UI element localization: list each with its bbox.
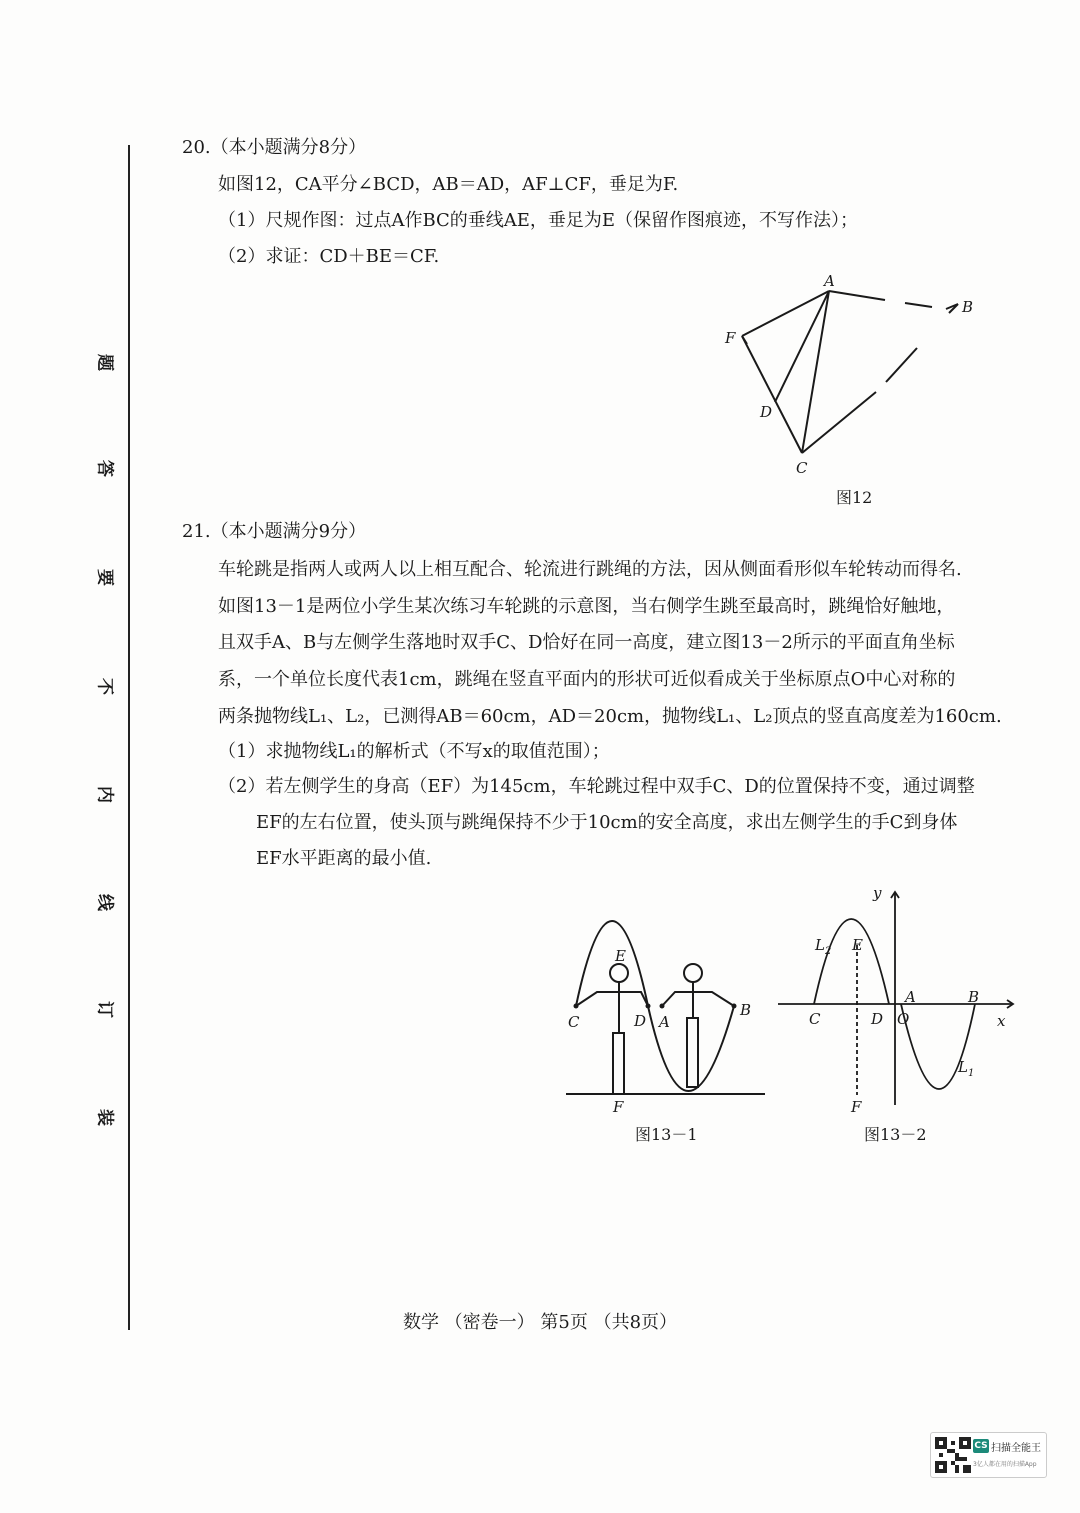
q21-line: 两条抛物线L₁、L₂，已测得AB＝60cm，AD＝20cm，抛物线L₁、L₂顶点的竖直高度差为160cm.: [218, 706, 1002, 727]
curve-l1: [901, 1004, 975, 1089]
label-y: y: [873, 884, 882, 902]
left-student-arms: [576, 992, 648, 1006]
q20-part1: （1）尺规作图：过点A作BC的垂线AE，垂足为E（保留作图痕迹，不写作法）；: [218, 210, 859, 231]
binding-char: 装: [94, 1109, 115, 1126]
label-a: A: [824, 272, 835, 290]
label-o: O: [897, 1010, 910, 1028]
binding-char: 内: [94, 786, 115, 803]
binding-char: 线: [94, 894, 115, 911]
label-b: B: [740, 1001, 752, 1019]
figure-13-1-caption: 图13－1: [635, 1125, 698, 1144]
q21-header: 21.（本小题满分9分）: [182, 521, 367, 542]
scanner-watermark: [930, 1432, 1047, 1478]
page-footer: 数学 （密卷一） 第5页 （共8页）: [402, 1312, 678, 1333]
segment-ab-solid: [829, 291, 885, 300]
label-b: B: [968, 988, 980, 1006]
label-e: E: [852, 936, 863, 954]
scanner-name: 扫描全能王: [991, 1443, 1041, 1454]
segment-ac: [802, 291, 829, 453]
right-student-arms: [662, 992, 734, 1006]
segment-ab-dash: [905, 303, 932, 307]
label-c: C: [796, 459, 808, 477]
label-a: A: [659, 1013, 670, 1031]
binding-char: 订: [94, 1001, 115, 1018]
segment-fc: [742, 336, 802, 453]
label-b: B: [962, 298, 974, 316]
q20-stem: 如图12，CA平分∠BCD，AB＝AD，AF⊥CF，垂足为F.: [218, 174, 679, 195]
scanner-tagline: 3亿人都在用的扫描App: [973, 1461, 1037, 1468]
label-c: C: [568, 1013, 580, 1031]
binding-line: [128, 145, 130, 1330]
q21-part2-line: EF水平距离的最小值.: [256, 848, 432, 869]
binding-char: 答: [94, 460, 115, 477]
q21-line: 车轮跳是指两人或两人以上相互配合、轮流进行跳绳的方法，因从侧面看形似车轮转动而得名.: [218, 559, 962, 580]
scanner-logo: CS: [974, 1441, 988, 1451]
label-f: F: [613, 1098, 624, 1115]
qr-code-icon: [935, 1437, 971, 1473]
left-student-head: [610, 964, 628, 982]
binding-char: 不: [94, 678, 115, 695]
label-l2: $L_2$: [815, 936, 832, 957]
curve-l2: [814, 919, 889, 1004]
figure-13-2: [775, 880, 1020, 1115]
label-f: F: [725, 329, 736, 347]
binding-char: 题: [94, 354, 115, 371]
q20-part2: （2）求证：CD＋BE＝CF.: [218, 246, 440, 267]
figure-13-2-caption: 图13－2: [864, 1125, 927, 1144]
q21-line: 如图13－1是两位小学生某次练习车轮跳的示意图，当右侧学生跳至最高时，跳绳恰好触地，: [218, 596, 955, 617]
figure-13-1: [560, 900, 775, 1115]
label-e: E: [615, 947, 626, 965]
rope-upper: [576, 921, 648, 1006]
label-d: D: [760, 403, 773, 421]
label-x: x: [997, 1012, 1006, 1030]
figure-12: [700, 270, 1000, 510]
q20-header: 20.（本小题满分8分）: [182, 137, 367, 158]
label-a: A: [905, 988, 916, 1006]
q21-part2-line: （2）若左侧学生的身高（EF）为145cm，车轮跳过程中双手C、D的位置保持不变，通过调整: [218, 776, 975, 797]
right-student-head: [684, 964, 702, 982]
label-c: C: [809, 1010, 821, 1028]
segment-ad: [775, 291, 829, 402]
q21-part2-line: EF的左右位置，使头顶与跳绳保持不少于10cm的安全高度，求出左侧学生的手C到身体: [256, 812, 958, 833]
binding-char: 要: [94, 569, 115, 586]
q21-line: 系，一个单位长度代表1cm，跳绳在竖直平面内的形状可近似看成关于坐标原点O中心对称的: [218, 669, 956, 690]
right-student-legs: [687, 1018, 698, 1087]
label-d: D: [634, 1012, 647, 1030]
label-d: D: [871, 1010, 884, 1028]
left-student-legs: [613, 1033, 624, 1094]
label-l1: $L_1$: [958, 1058, 975, 1079]
q21-line: 且双手A、B与左侧学生落地时双手C、D恰好在同一高度，建立图13－2所示的平面直角坐标: [218, 632, 955, 653]
q21-part1: （1）求抛物线L₁的解析式（不写x的取值范围）；: [218, 741, 610, 762]
segment-cb-solid: [802, 392, 876, 453]
segment-cb-dash: [886, 348, 917, 382]
segment-af: [742, 291, 829, 336]
label-f: F: [851, 1098, 862, 1115]
figure-12-caption: 图12: [836, 488, 873, 507]
